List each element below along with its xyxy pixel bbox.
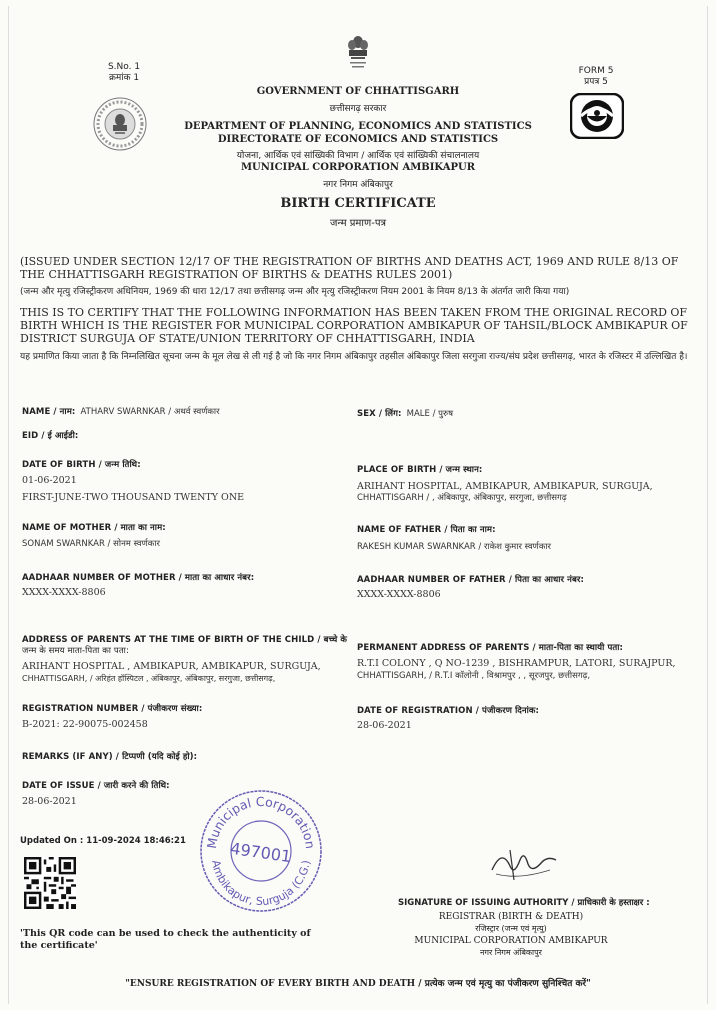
mother-value: SONAM SWARNKAR / सोनम स्वर्णकार bbox=[22, 539, 160, 549]
municipal-heading-hi: नगर निगम अंबिकापुर bbox=[323, 180, 393, 190]
registrar-title-hi: रजिस्ट्रार (जन्म एवं मृत्यु) bbox=[475, 924, 547, 933]
name-value: ATHARV SWARNKAR / अथर्व स्वर्णकार bbox=[80, 407, 220, 417]
registration-number-value: B-2021: 22-90075-002458 bbox=[22, 719, 148, 730]
name-label: NAME / नाम: bbox=[22, 407, 76, 417]
authority-name: MUNICIPAL CORPORATION AMBIKAPUR bbox=[414, 936, 608, 946]
pob-value-line2: CHHATTISGARH / , अंबिकापुर, अंबिकापुर, सरगुजा, छत्तीसगढ़ bbox=[357, 493, 567, 503]
certificate-title: BIRTH CERTIFICATE bbox=[280, 196, 436, 211]
eid-label: EID / ई आईडी: bbox=[22, 431, 79, 441]
updated-on: Updated On : 11-09-2024 18:46:21 bbox=[20, 836, 186, 846]
municipal-heading: MUNICIPAL CORPORATION AMBIKAPUR bbox=[240, 162, 476, 173]
birth-address-label-line2: जन्म के समय माता-पिता का पता: bbox=[22, 646, 129, 656]
national-emblem-icon bbox=[345, 32, 371, 76]
father-value: RAKESH KUMAR SWARNKAR / राकेश कुमार स्वर्णकार bbox=[357, 542, 552, 552]
pob-label: PLACE OF BIRTH / जन्म स्थान: bbox=[357, 465, 483, 475]
signature-icon bbox=[488, 840, 560, 886]
registrar-title: REGISTRAR (BIRTH & DEATH) bbox=[438, 912, 584, 922]
dob-words: FIRST-JUNE-TWO THOUSAND TWENTY ONE bbox=[22, 492, 245, 503]
registration-number-label: REGISTRATION NUMBER / पंजीकरण संख्या: bbox=[22, 704, 203, 714]
department-heading-hi: योजना, आर्थिक एवं सांख्यिकी विभाग / आर्थिक एवं सांख्यिकी संचालनालय bbox=[236, 151, 480, 161]
government-heading: GOVERNMENT OF CHHATTISGARH bbox=[256, 86, 460, 97]
birth-address-label bbox=[22, 634, 352, 656]
aadhaar-father-label: AADHAAR NUMBER OF FATHER / पिता का आधार नंबर: bbox=[357, 575, 585, 585]
birth-address-value-line2: CHHATTISGARH, / अरिहंत हॉस्पिटल , अंबिकापुर, अंबिकापुर, सरगुजा, छत्तीसगढ़, bbox=[22, 674, 276, 683]
permanent-address-value-line2: CHHATTISGARH, / R.T.I कॉलोनी , विश्रामपुर , , सूरजपुर, छत्तीसगढ़, bbox=[357, 671, 591, 681]
signature-label: SIGNATURE OF ISSUING AUTHORITY / प्राधिकारी के हस्ताक्षर : bbox=[398, 898, 650, 908]
certificate-title-hi: जन्म प्रमाण-पत्र bbox=[329, 218, 387, 229]
sex-value: MALE / पुरुष bbox=[406, 409, 454, 419]
stamp-number: 497001 bbox=[229, 838, 293, 867]
form-number bbox=[566, 66, 626, 88]
serial-number-hi: क्रमांक 1 bbox=[108, 73, 140, 83]
birth-address-label-line1: ADDRESS OF PARENTS AT THE TIME OF BIRTH OF THE CHILD / बच्चे के bbox=[22, 635, 348, 645]
aadhaar-mother-label: AADHAAR NUMBER OF MOTHER / माता का आधार नंबर: bbox=[22, 573, 255, 583]
certify-text: THIS IS TO CERTIFY THAT THE FOLLOWING INFORMATION HAS BEEN TAKEN FROM THE ORIGINAL RECORD OF BIRTH WHICH IS THE REGISTER FOR MUNICIPAL CORPORATION AMBIKAPUR OF TAHSIL/BLOCK AMBIKAPUR OF DISTRICT SURGUJA OF STATE/UNION TERRITORY OF CHHATTISGARH, INDIA bbox=[20, 306, 688, 345]
form-number-hi: प्रपत्र 5 bbox=[584, 77, 608, 87]
government-heading-hi: छत्तीसगढ़ सरकार bbox=[329, 104, 387, 114]
father-label: NAME OF FATHER / पिता का नाम: bbox=[357, 525, 496, 535]
stamp-bottom-text: Ambikapur, Surguja (C.G.) bbox=[209, 859, 313, 909]
directorate-heading: DIRECTORATE OF ECONOMICS AND STATISTICS bbox=[217, 134, 499, 145]
pob-value-line1: ARIHANT HOSPITAL, AMBIKAPUR, AMBIKAPUR, SURGUJA, bbox=[357, 481, 653, 492]
birth-address-value-line1: ARIHANT HOSPITAL , AMBIKAPUR, AMBIKAPUR, SURGUJA, bbox=[22, 661, 321, 672]
dob-label: DATE OF BIRTH / जन्म तिथि: bbox=[22, 460, 141, 470]
remarks-label: REMARKS (IF ANY) / टिप्पणी (यदि कोई हो): bbox=[22, 752, 198, 762]
permanent-address-label: PERMANENT ADDRESS OF PARENTS / माता-पिता का स्थायी पता: bbox=[357, 643, 624, 653]
issue-date-label: DATE OF ISSUE / जारी करने की तिथि: bbox=[22, 781, 170, 791]
issuing-authority bbox=[396, 911, 626, 959]
serial-number bbox=[104, 62, 144, 84]
department-heading: DEPARTMENT OF PLANNING, ECONOMICS AND STATISTICS bbox=[184, 121, 532, 132]
issue-date-value: 28-06-2021 bbox=[22, 796, 77, 807]
serial-number-en: S.No. 1 bbox=[107, 62, 141, 72]
dob-value: 01-06-2021 bbox=[22, 475, 77, 486]
issued-under-text-hi: (जन्म और मृत्यु रजिस्ट्रीकरण अधिनियम, 1969 की धारा 12/17 तथा छत्तीसगढ़ जन्म और मृत्यु रजिस्ट्रीकरण नियम 2001 के नियम 8/13 के अंतर्गत जारी किया गया) bbox=[20, 287, 570, 297]
sex-field bbox=[357, 401, 453, 420]
aadhaar-father-value: XXXX-XXXX-8806 bbox=[357, 589, 441, 600]
crs-logo-icon bbox=[570, 93, 624, 139]
municipal-stamp bbox=[196, 786, 326, 916]
aadhaar-mother-value: XXXX-XXXX-8806 bbox=[22, 587, 106, 598]
issued-under-text: (ISSUED UNDER SECTION 12/17 OF THE REGISTRATION OF BIRTHS AND DEATHS ACT, 1969 AND RULE 8/13 OF THE CHHATTISGARH REGISTRATION OF BIRTHS & DEATHS RULES 2001) bbox=[20, 255, 679, 281]
registration-date-label: DATE OF REGISTRATION / पंजीकरण दिनांक: bbox=[357, 706, 540, 716]
qr-note: 'This QR code can be used to check the authenticity of the certificate' bbox=[20, 928, 311, 951]
certify-text-hi: यह प्रमाणित किया जाता है कि निम्नलिखित सूचना जन्म के मूल लेख से ली गई है जो कि नगर निगम अंबिकापुर तहसील अंबिकापुर जिला सरगुजा राज्य/संघ प्रदेश छत्तीसगढ़, भारत के रजिस्टर में उल्लिखित है। bbox=[20, 352, 688, 362]
registration-slogan: "ENSURE REGISTRATION OF EVERY BIRTH AND DEATH / प्रत्येक जन्म एवं मृत्यु का पंजीकरण सुनिश्चित करें" bbox=[125, 979, 591, 989]
authority-name-hi: नगर निगम अंबिकापुर bbox=[480, 948, 542, 957]
name-field bbox=[22, 399, 220, 418]
mother-label: NAME OF MOTHER / माता का नाम: bbox=[22, 523, 166, 533]
form-number-en: FORM 5 bbox=[578, 66, 614, 76]
sex-label: SEX / लिंग: bbox=[357, 409, 402, 419]
registration-date-value: 28-06-2021 bbox=[357, 720, 412, 731]
permanent-address-value-line1: R.T.I COLONY , Q NO-1239 , BISHRAMPUR, LATORI, SURAJPUR, bbox=[357, 658, 676, 669]
qr-code-icon[interactable] bbox=[24, 857, 76, 909]
stamp-top-text: Municipal Corporation bbox=[203, 793, 319, 850]
